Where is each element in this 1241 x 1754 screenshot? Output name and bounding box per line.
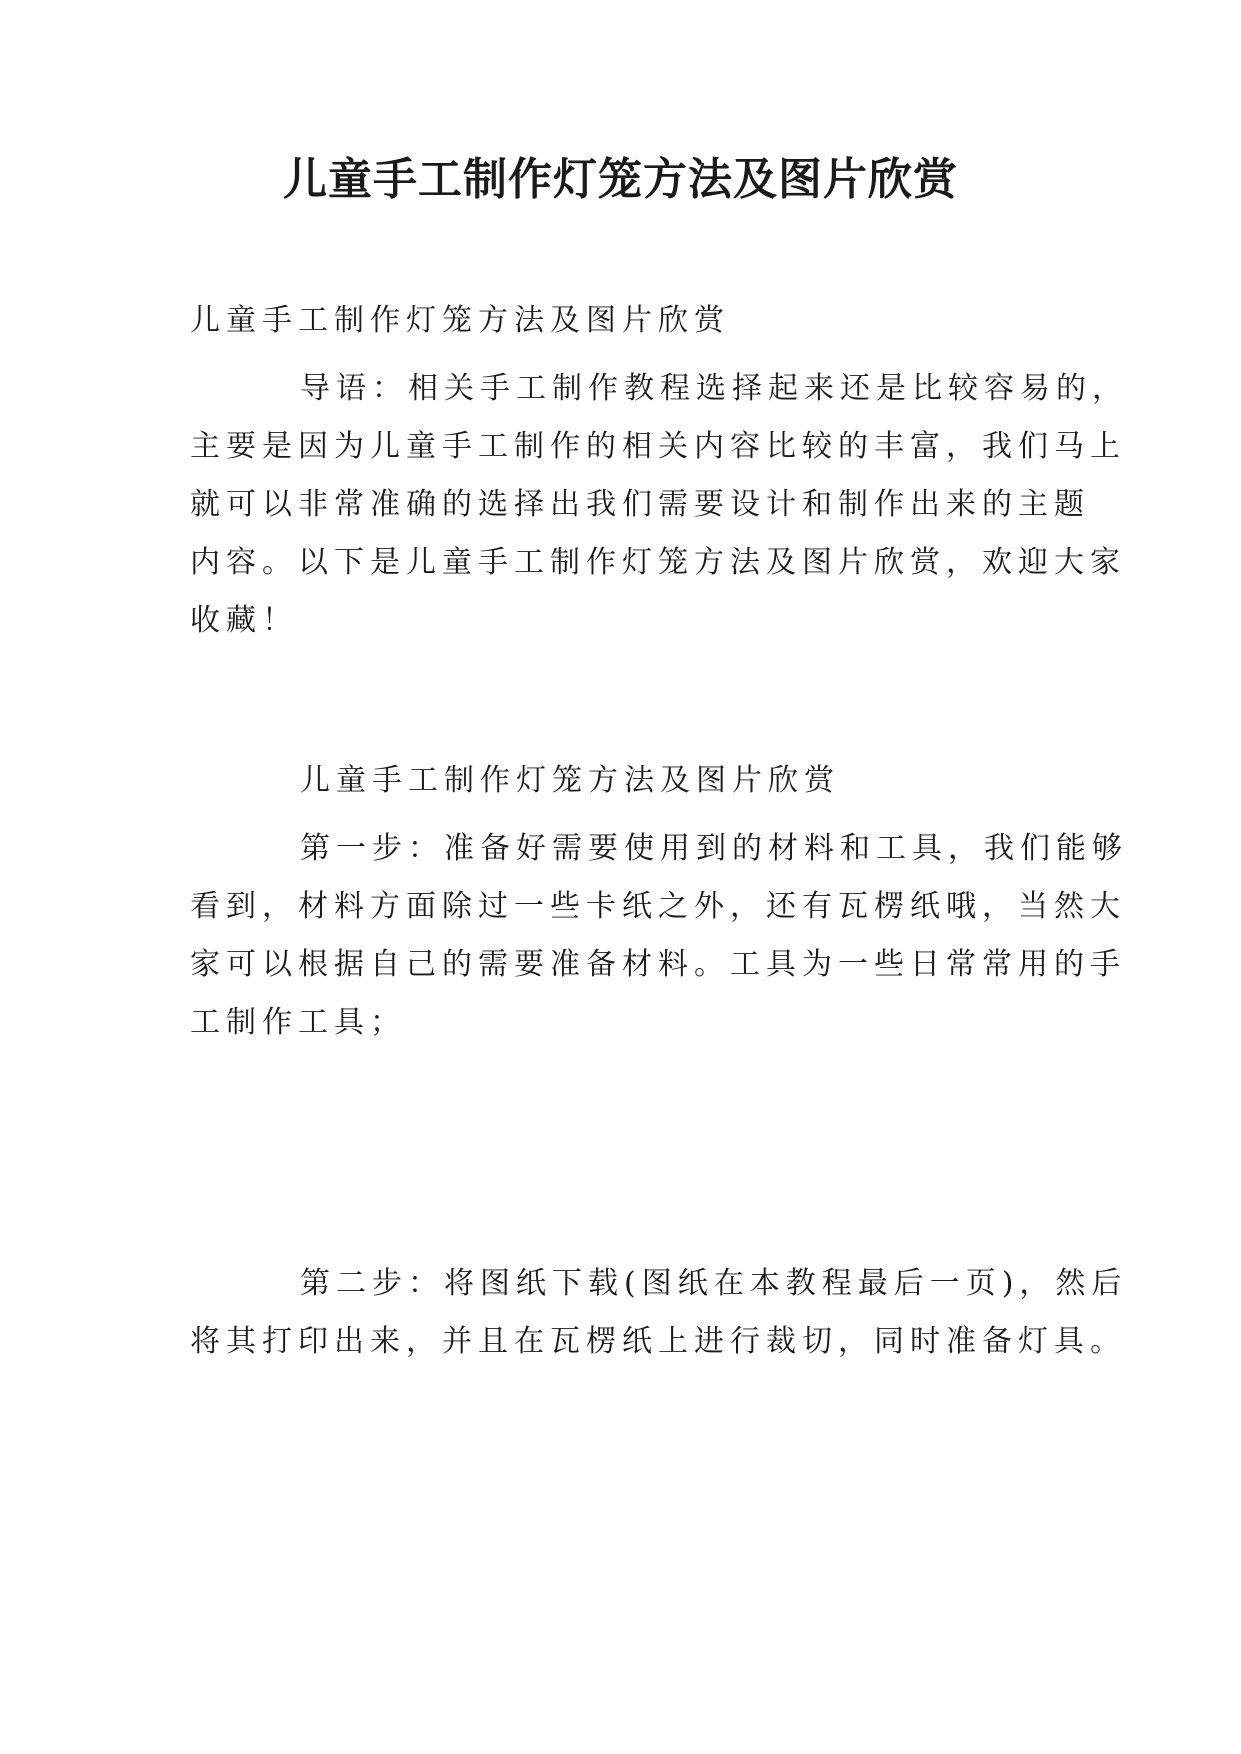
intro-paragraph bbox=[190, 360, 1128, 650]
step1-line: 第一步：准备好需要使用到的材料和工具，我们能够 bbox=[300, 831, 1128, 866]
section-heading-text: 儿童手工制作灯笼方法及图片欣赏 bbox=[300, 763, 840, 798]
document-subtitle bbox=[190, 292, 1070, 350]
step1-paragraph bbox=[190, 820, 1128, 1052]
step2-line: 第二步：将图纸下载(图纸在本教程最后一页)，然后 bbox=[300, 1266, 1128, 1301]
intro-line: 主要是因为儿童手工制作的相关内容比较的丰富，我们马上 bbox=[190, 429, 1126, 464]
section-heading bbox=[190, 752, 1070, 810]
step2-paragraph bbox=[190, 1255, 1128, 1371]
step1-line: 工制作工具； bbox=[190, 1005, 406, 1040]
document-title: 儿童手工制作灯笼方法及图片欣赏 bbox=[283, 154, 958, 205]
intro-line: 导语：相关手工制作教程选择起来还是比较容易的， bbox=[300, 371, 1128, 406]
intro-line: 内容。以下是儿童手工制作灯笼方法及图片欣赏，欢迎大家 bbox=[190, 545, 1126, 580]
subtitle-text: 儿童手工制作灯笼方法及图片欣赏 bbox=[190, 303, 730, 338]
step1-line: 看到，材料方面除过一些卡纸之外，还有瓦楞纸哦，当然大 bbox=[190, 889, 1126, 924]
step1-line: 家可以根据自己的需要准备材料。工具为一些日常常用的手 bbox=[190, 947, 1126, 982]
intro-line: 收藏！ bbox=[190, 603, 298, 638]
step2-line: 将其打印出来，并且在瓦楞纸上进行裁切，同时准备灯具。 bbox=[190, 1324, 1126, 1359]
intro-line: 就可以非常准确的选择出我们需要设计和制作出来的主题 bbox=[190, 487, 1090, 522]
